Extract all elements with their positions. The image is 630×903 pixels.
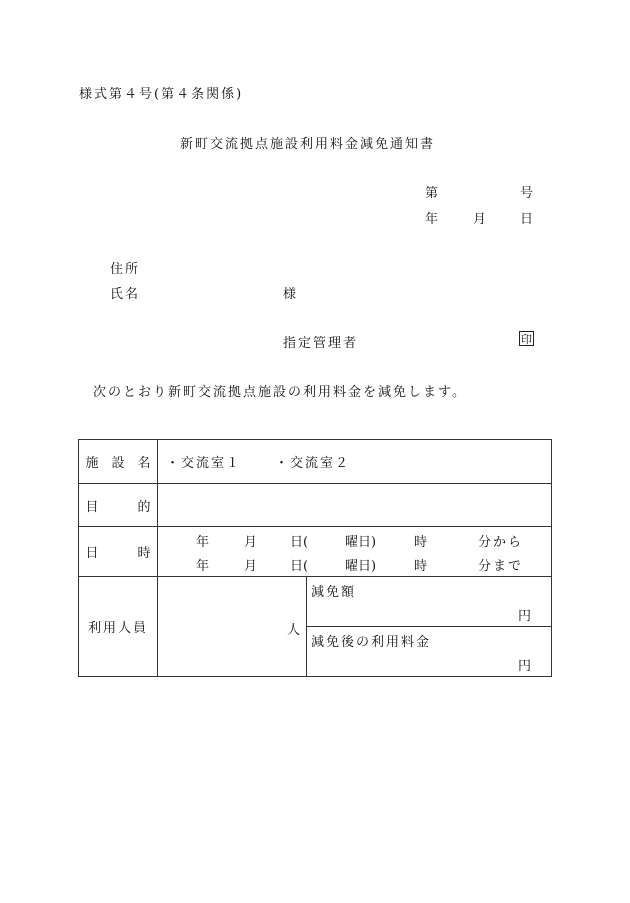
address-label: 住所	[110, 262, 141, 277]
from-month: 月	[244, 534, 258, 550]
purpose-label-cell	[79, 484, 158, 527]
from-hour: 時	[414, 534, 428, 550]
reduction-table	[78, 439, 552, 677]
facility-label-cell	[79, 440, 158, 484]
date-month: 月	[473, 212, 487, 227]
from-minute: 分から	[478, 534, 524, 550]
from-year: 年	[196, 534, 210, 550]
to-hour: 時	[414, 558, 428, 574]
datetime-cell	[158, 527, 552, 577]
date-year: 年	[425, 212, 439, 227]
from-weekday: 曜日)	[345, 534, 377, 550]
seal-icon: 印	[521, 333, 532, 346]
name-label: 氏名	[110, 287, 141, 302]
facility-cell	[158, 440, 552, 484]
reduction-unit: 円	[517, 609, 531, 624]
purpose-cell	[158, 484, 552, 527]
to-month: 月	[244, 558, 258, 574]
to-day: 日(	[290, 558, 309, 574]
users-unit: 人	[286, 623, 300, 638]
date-day: 日	[520, 212, 534, 227]
doc-number-suffix: 号	[520, 186, 534, 201]
from-day: 日(	[290, 534, 309, 550]
datetime-label: 日 時	[85, 546, 151, 561]
users-label: 利用人員	[87, 621, 148, 636]
reduction-label: 減免額	[311, 585, 357, 600]
to-weekday: 曜日)	[345, 558, 377, 574]
doc-number-prefix: 第	[425, 186, 439, 201]
document-title: 新町交流拠点施設利用料金減免通知書	[180, 137, 436, 152]
to-minute: 分まで	[478, 558, 524, 574]
seal-mark	[519, 331, 534, 350]
users-label-cell	[79, 577, 158, 677]
purpose-label: 目 的	[85, 499, 151, 515]
reduction-cell	[307, 577, 552, 627]
honorific: 様	[283, 287, 297, 302]
facility-option-2: ・交流室２	[275, 456, 351, 471]
facility-label: 施 設 名	[85, 456, 151, 471]
to-year: 年	[196, 558, 210, 574]
after-fee-label: 減免後の利用料金	[311, 635, 432, 650]
datetime-label-cell	[79, 527, 158, 577]
after-fee-cell	[307, 627, 552, 677]
after-fee-unit: 円	[517, 659, 531, 674]
users-count-cell	[158, 577, 307, 677]
issuer-label: 指定管理者	[283, 336, 359, 351]
body-text: 次のとおり新町交流拠点施設の利用料金を減免します。	[93, 385, 467, 400]
form-number: 様式第４号(第４条関係)	[79, 87, 244, 102]
facility-option-1: ・交流室１	[166, 456, 242, 471]
